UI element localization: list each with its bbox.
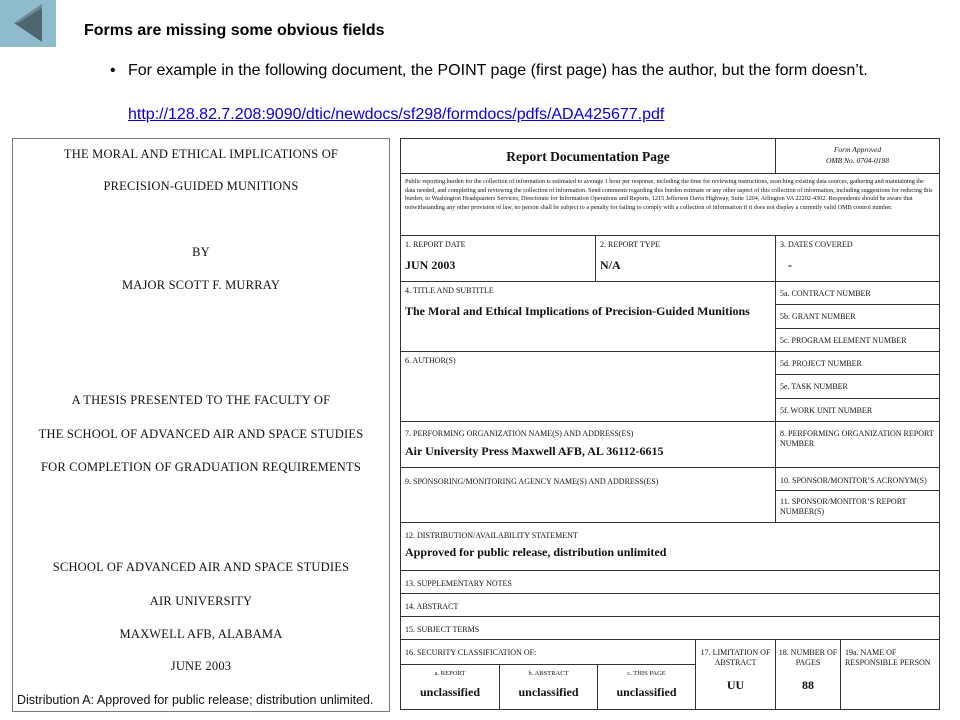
page-class-cell (597, 664, 696, 710)
task-label: 5e. TASK NUMBER (780, 382, 848, 391)
supplementary-label: 13. SUPPLEMENTARY NOTES (405, 579, 512, 588)
abstract-class-value: unclassified (518, 685, 579, 699)
grant-cell (775, 304, 940, 329)
performing-org-value: Air University Press Maxwell AFB, AL 36112-6615 (405, 444, 664, 458)
work-unit-label: 5f. WORK UNIT NUMBER (780, 406, 873, 415)
distribution-statement: Distribution A: Approved for public release; distribution unlimited. (17, 693, 374, 707)
distribution-label: 12. DISTRIBUTION/AVAILABILITY STATEMENT (405, 531, 578, 540)
author-cell (400, 351, 776, 422)
sponsor-report-cell (775, 490, 940, 523)
supplementary-cell (400, 570, 940, 594)
contract-label: 5a. CONTRACT NUMBER (780, 289, 871, 298)
project-cell (775, 351, 940, 375)
report-type-label: 2. REPORT TYPE (600, 240, 660, 249)
limitation-cell (695, 639, 776, 710)
task-cell (775, 374, 940, 399)
dates-covered-label: 3. DATES COVERED (780, 240, 853, 249)
page-class-value: unclassified (616, 685, 677, 699)
distribution-cell (400, 522, 940, 571)
program-label: 5c. PROGRAM ELEMENT NUMBER (780, 336, 907, 345)
pages-value: 88 (802, 678, 814, 692)
location-line: MAXWELL AFB, ALABAMA (119, 627, 283, 641)
distribution-value: Approved for public release, distribution unlimited (405, 545, 667, 559)
report-date-label: 1. REPORT DATE (405, 240, 466, 249)
performing-org-cell (400, 421, 776, 468)
title-value: The Moral and Ethical Implications of Precision-Guided Munitions (405, 304, 750, 318)
limitation-label: 17. LIMITATION OF ABSTRACT (700, 648, 771, 667)
subject-label: 15. SUBJECT TERMS (405, 625, 480, 634)
thesis-line-3: FOR COMPLETION OF GRADUATION REQUIREMENTS (40, 460, 362, 474)
sponsor-label: 9. SPONSORING/MONITORING AGENCY NAME(S) AND ADDRESS(ES) (405, 477, 659, 486)
omb-number: OMB No. 0704-0188 (825, 156, 890, 165)
date-line: JUNE 2003 (170, 659, 232, 673)
school-line: SCHOOL OF ADVANCED AIR AND SPACE STUDIES (52, 560, 350, 574)
project-label: 5d. PROJECT NUMBER (780, 359, 862, 368)
back-button[interactable] (0, 0, 56, 47)
performing-report-cell (775, 421, 940, 468)
abstract-label: 14. ABSTRACT (405, 602, 459, 611)
dates-covered-cell (775, 235, 940, 282)
report-type-value: N/A (600, 258, 621, 272)
form-approved-box (775, 138, 940, 174)
responsible-label: 19a. NAME OF RESPONSIBLE PERSON (845, 648, 931, 667)
report-class-cell (400, 664, 500, 710)
title-line-2: PRECISION-GUIDED MUNITIONS (103, 179, 299, 193)
pages-label: 18. NUMBER OF PAGES (778, 648, 838, 667)
acronym-label: 10. SPONSOR/MONITOR’S ACRONYM(S) (780, 476, 927, 485)
title-page-image (12, 138, 390, 712)
university-line: AIR UNIVERSITY (149, 594, 253, 608)
contract-cell (775, 281, 940, 305)
by-line: BY (192, 245, 210, 259)
sponsor-cell (400, 467, 776, 523)
security-cell (400, 639, 696, 665)
program-cell (775, 328, 940, 352)
thesis-line-2: THE SCHOOL OF ADVANCED AIR AND SPACE STUDIES (38, 427, 364, 441)
performing-report-label: 8. PERFORMING ORGANIZATION REPORT NUMBER (780, 429, 934, 448)
dates-covered-value: - (788, 258, 792, 272)
thesis-line-1: A THESIS PRESENTED TO THE FACULTY OF (71, 393, 331, 407)
title-line-1: THE MORAL AND ETHICAL IMPLICATIONS OF (63, 147, 339, 161)
report-class-value: unclassified (419, 685, 480, 699)
pages-cell (775, 639, 841, 710)
burden-text: Public reporting burden for the collection of information is estimated to average 1 hour per response, including the time for reviewing instructions, searching existing data sources, gathering and maintaining the data needed, and completing and reviewing the collection of information. Send comments regarding this burden estimate or any other aspect of this collection of information, including suggestions for reducing this burden, to Washington Headquarters Services, Directorate for Information Operations and Reports, 1215 Jefferson Davis Highway, Suite 1204, Arlington VA 22202-4302. Respondents should be aware that notwithstanding any other provision of law, no person shall be subject to a penalty for failing to comply with a collection of information if it does not display a currently valid OMB control number. (405, 178, 933, 211)
slide-title: Forms are missing some obvious fields (84, 22, 385, 39)
document-link[interactable]: http://128.82.7.208:9090/dtic/newdocs/sf298/formdocs/pdfs/ADA425677.pdf (128, 106, 665, 123)
report-documentation-form (400, 138, 940, 710)
title-label: 4. TITLE AND SUBTITLE (405, 286, 494, 295)
responsible-cell (840, 639, 940, 710)
limitation-value: UU (726, 678, 745, 692)
performing-org-label: 7. PERFORMING ORGANIZATION NAME(S) AND ADDRESS(ES) (405, 429, 634, 438)
grant-label: 5b. GRANT NUMBER (780, 312, 856, 321)
bullet-dot: • (110, 62, 116, 79)
bullet-text: For example in the following document, the POINT page (first page) has the author, but the form doesn’t. (128, 62, 868, 79)
report-type-cell (595, 235, 776, 282)
report-class-label: a. REPORT (434, 670, 466, 677)
title-cell (400, 281, 776, 352)
subject-cell (400, 616, 940, 640)
burden-statement (400, 173, 940, 236)
sponsor-report-label: 11. SPONSOR/MONITOR’S REPORT NUMBER(S) (780, 497, 907, 516)
form-approved: Form Approved (833, 145, 882, 154)
author-label: 6. AUTHOR(S) (405, 356, 456, 365)
report-date-cell (400, 235, 596, 282)
form-header (400, 138, 776, 174)
page-class-label: c. THIS PAGE (627, 670, 666, 677)
acronym-cell (775, 467, 940, 491)
report-date-value: JUN 2003 (405, 258, 456, 272)
security-label: 16. SECURITY CLASSIFICATION OF: (405, 648, 537, 657)
author-line: MAJOR SCOTT F. MURRAY (121, 278, 281, 292)
abstract-class-cell (499, 664, 598, 710)
work-unit-cell (775, 398, 940, 422)
form-header-title: Report Documentation Page (506, 149, 670, 164)
back-arrow-icon (0, 0, 56, 47)
abstract-cell (400, 593, 940, 617)
abstract-class-label: b. ABSTRACT (528, 670, 569, 677)
